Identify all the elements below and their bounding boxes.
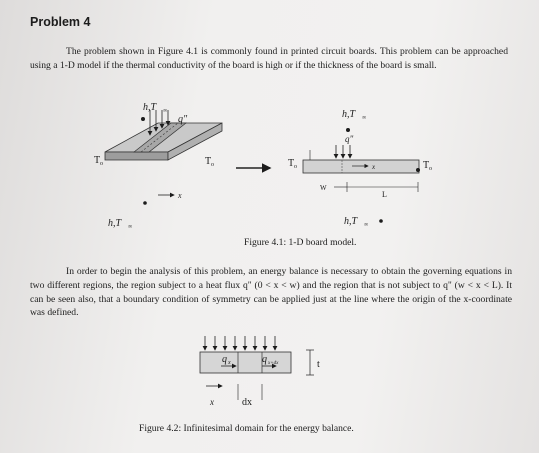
analysis-paragraph: In order to begin the analysis of this problem, an energy balance is necessary to obtain the governing equations in two different regions, the region subject to a heat flux q" (0 < x < w) and the region that is not subject to q" (w < x < L). It can be seen also, that a boundary condition of symmetry can be applied just at the line where the origin of the x-coordinate was defined. xyxy=(30,266,512,319)
infinity-top-left: ∞ xyxy=(163,108,168,114)
w-label: W xyxy=(320,184,327,192)
qxdx-label: q xyxy=(262,354,267,365)
t-label: t xyxy=(317,359,320,370)
problem-heading: Problem 4 xyxy=(30,15,91,29)
T0-right-a: T xyxy=(288,158,295,169)
heat-flux-right: q" xyxy=(345,134,354,144)
L-label: L xyxy=(382,190,387,199)
qx-label: q xyxy=(222,354,227,365)
T0-left-b-sub: o xyxy=(211,162,214,168)
figure-1-caption: Figure 4.1: 1-D board model. xyxy=(244,237,357,248)
label-hT-top-right: h,T xyxy=(342,109,356,120)
label-hT-bottom-right: h,T xyxy=(344,216,358,227)
qx-sub: x xyxy=(228,360,231,366)
x-label-fig2: x xyxy=(210,397,214,407)
label-hT-bottom-left: h,T xyxy=(108,218,122,229)
intro-paragraph: The problem shown in Figure 4.1 is commonly found in printed circuit boards. This problem can be approached using a 1-D model if the thermal conductivity of the board is high or if the thickness of the board is small. xyxy=(30,46,508,71)
T0-left-a: T xyxy=(94,155,101,166)
label-hT-top-left: h,T xyxy=(143,102,157,113)
heat-flux-left: q" xyxy=(178,114,188,125)
x-label-left: x xyxy=(178,191,182,200)
T0-left-b: T xyxy=(205,156,212,167)
infinity-bottom-left: ∞ xyxy=(128,224,133,230)
T0-right-b-sub: o xyxy=(429,166,432,172)
T0-right-b: T xyxy=(423,160,430,171)
T0-left-a-sub: o xyxy=(100,161,103,167)
dx-label: dx xyxy=(242,397,252,408)
infinity-top-right: ∞ xyxy=(362,115,367,121)
element-domain xyxy=(200,336,314,400)
infinity-bottom-right: ∞ xyxy=(364,222,369,228)
figure-2-caption: Figure 4.2: Infinitesimal domain for the energy balance. xyxy=(139,423,354,434)
T0-right-a-sub: o xyxy=(294,164,297,170)
x-label-right: x xyxy=(372,163,376,171)
qxdx-sub: x+dx xyxy=(268,361,279,366)
